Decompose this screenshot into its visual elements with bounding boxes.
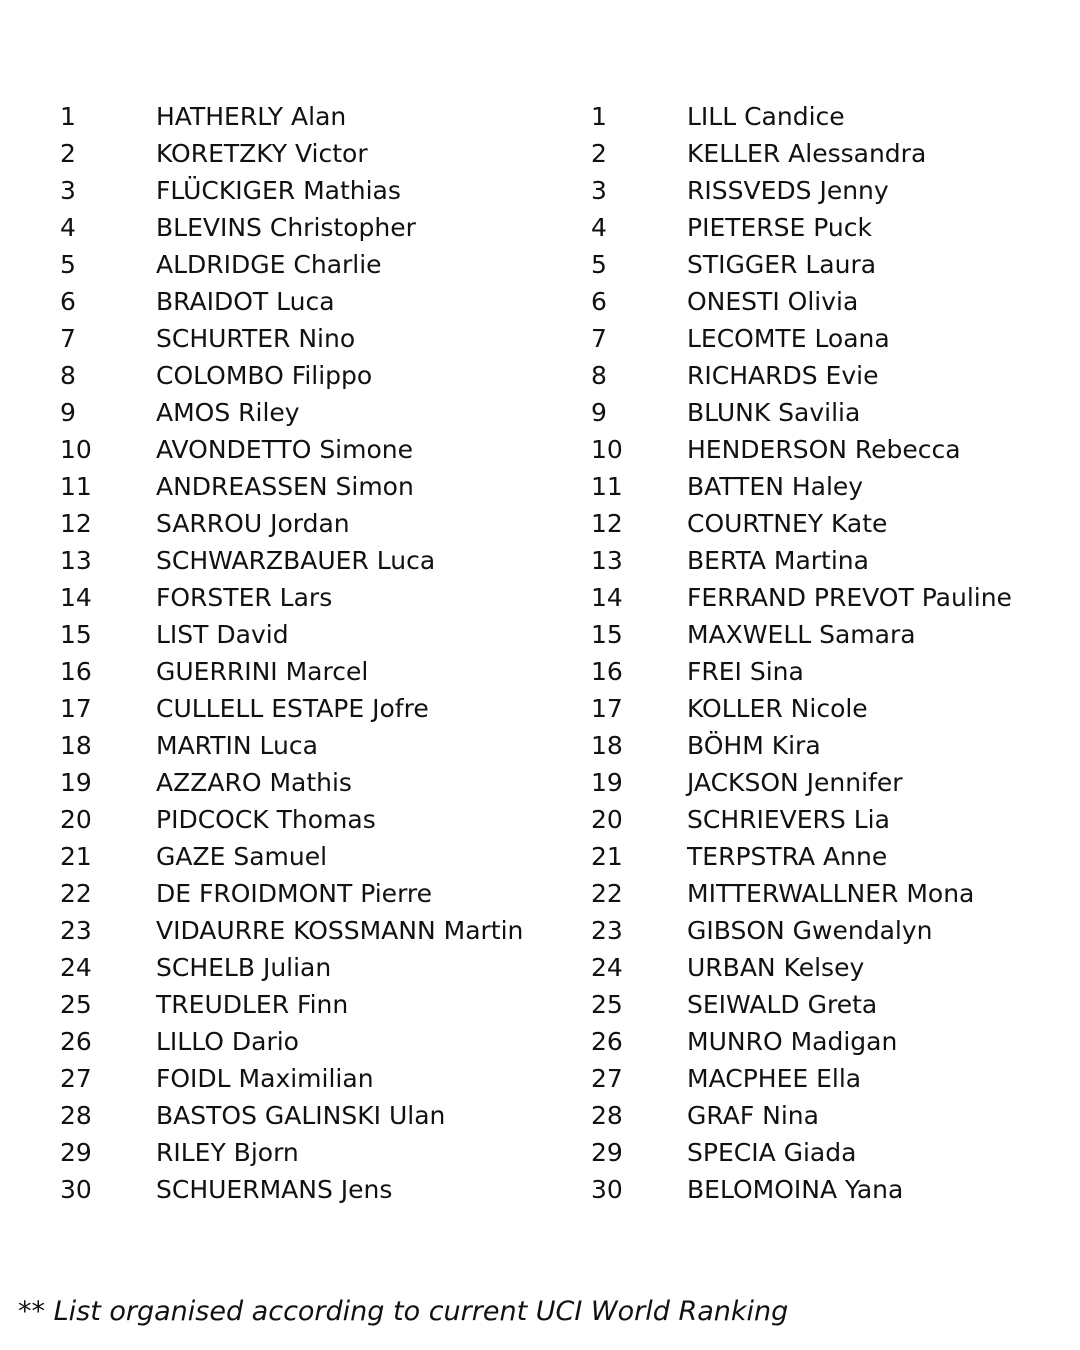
women-rider-name: FERRAND PREVOT Pauline (687, 583, 1012, 612)
women-rider-name: HENDERSON Rebecca (687, 435, 961, 464)
women-rider-name: STIGGER Laura (687, 250, 877, 279)
men-rank-number: 30 (60, 1175, 92, 1204)
men-list-item (60, 764, 560, 801)
women-rider-name: PIETERSE Puck (687, 213, 872, 242)
men-list-item (60, 505, 560, 542)
men-rider-name: KORETZKY Victor (156, 139, 368, 168)
women-rider-name: BÖHM Kira (687, 731, 821, 760)
men-list-item (60, 431, 560, 468)
women-rank-number: 14 (591, 583, 623, 612)
women-list-item (591, 357, 1071, 394)
women-rank-number: 17 (591, 694, 623, 723)
women-rider-name: ONESTI Olivia (687, 287, 859, 316)
men-rider-name: SCHUERMANS Jens (156, 1175, 393, 1204)
men-list-item (60, 209, 560, 246)
men-rank-number: 22 (60, 879, 92, 908)
women-rider-name: URBAN Kelsey (687, 953, 865, 982)
women-rider-name: BELOMOINA Yana (687, 1175, 904, 1204)
men-list-item (60, 1097, 560, 1134)
women-rider-name: MAXWELL Samara (687, 620, 916, 649)
men-ranking-list (60, 98, 560, 1208)
men-rank-number: 16 (60, 657, 92, 686)
men-rider-name: CULLELL ESTAPE Jofre (156, 694, 429, 723)
women-rank-number: 29 (591, 1138, 623, 1167)
men-list-item (60, 1171, 560, 1208)
women-rider-name: KELLER Alessandra (687, 139, 927, 168)
women-rank-number: 27 (591, 1064, 623, 1093)
men-rank-number: 3 (60, 176, 76, 205)
women-rider-name: BERTA Martina (687, 546, 869, 575)
men-rank-number: 23 (60, 916, 92, 945)
women-list-item (591, 1097, 1071, 1134)
men-rider-name: SCHELB Julian (156, 953, 332, 982)
women-list-item (591, 727, 1071, 764)
women-list-item (591, 616, 1071, 653)
women-list-item (591, 690, 1071, 727)
women-rider-name: FREI Sina (687, 657, 804, 686)
women-list-item (591, 283, 1071, 320)
men-rank-number: 1 (60, 102, 76, 131)
men-list-item (60, 1134, 560, 1171)
men-list-item (60, 98, 560, 135)
women-rider-name: SPECIA Giada (687, 1138, 857, 1167)
women-rank-number: 8 (591, 361, 607, 390)
women-list-item (591, 542, 1071, 579)
women-rank-number: 26 (591, 1027, 623, 1056)
men-list-item (60, 912, 560, 949)
women-list-item (591, 431, 1071, 468)
women-rank-number: 9 (591, 398, 607, 427)
men-list-item (60, 135, 560, 172)
women-list-item (591, 1023, 1071, 1060)
men-rider-name: HATHERLY Alan (156, 102, 347, 131)
women-rider-name: SCHRIEVERS Lia (687, 805, 890, 834)
men-rider-name: RILEY Bjorn (156, 1138, 299, 1167)
men-rank-number: 21 (60, 842, 92, 871)
women-rider-name: MACPHEE Ella (687, 1064, 862, 1093)
men-list-item (60, 542, 560, 579)
women-list-item (591, 135, 1071, 172)
men-list-item (60, 838, 560, 875)
men-rank-number: 7 (60, 324, 76, 353)
women-rank-number: 4 (591, 213, 607, 242)
women-rider-name: MUNRO Madigan (687, 1027, 898, 1056)
men-list-item (60, 357, 560, 394)
men-rider-name: LIST David (156, 620, 289, 649)
women-rank-number: 13 (591, 546, 623, 575)
men-rider-name: GUERRINI Marcel (156, 657, 369, 686)
women-rank-number: 3 (591, 176, 607, 205)
women-rank-number: 16 (591, 657, 623, 686)
men-rider-name: SCHWARZBAUER Luca (156, 546, 436, 575)
men-rider-name: FOIDL Maximilian (156, 1064, 374, 1093)
men-rank-number: 28 (60, 1101, 92, 1130)
women-list-item (591, 653, 1071, 690)
men-rider-name: VIDAURRE KOSSMANN Martin (156, 916, 524, 945)
men-list-item (60, 690, 560, 727)
men-rank-number: 11 (60, 472, 92, 501)
men-list-item (60, 801, 560, 838)
women-rank-number: 12 (591, 509, 623, 538)
women-rank-number: 24 (591, 953, 623, 982)
women-list-item (591, 912, 1071, 949)
women-rider-name: COURTNEY Kate (687, 509, 888, 538)
men-list-item (60, 394, 560, 431)
men-rank-number: 29 (60, 1138, 92, 1167)
women-list-item (591, 246, 1071, 283)
women-list-item (591, 579, 1071, 616)
women-list-item (591, 1060, 1071, 1097)
women-rank-number: 6 (591, 287, 607, 316)
women-ranking-list (591, 98, 1071, 1208)
men-rank-number: 2 (60, 139, 76, 168)
men-list-item (60, 727, 560, 764)
men-list-item (60, 653, 560, 690)
women-rider-name: GRAF Nina (687, 1101, 819, 1130)
men-list-item (60, 875, 560, 912)
men-rider-name: DE FROIDMONT Pierre (156, 879, 433, 908)
women-rank-number: 22 (591, 879, 623, 908)
women-rank-number: 18 (591, 731, 623, 760)
men-list-item (60, 1060, 560, 1097)
men-list-item (60, 579, 560, 616)
men-rank-number: 26 (60, 1027, 92, 1056)
women-list-item (591, 801, 1071, 838)
men-rider-name: ANDREASSEN Simon (156, 472, 414, 501)
men-rider-name: SCHURTER Nino (156, 324, 356, 353)
women-list-item (591, 209, 1071, 246)
women-rank-number: 30 (591, 1175, 623, 1204)
men-rank-number: 9 (60, 398, 76, 427)
women-rank-number: 15 (591, 620, 623, 649)
men-rider-name: PIDCOCK Thomas (156, 805, 376, 834)
men-rider-name: GAZE Samuel (156, 842, 328, 871)
footnote: ** List organised according to current UCI World Ranking (18, 1296, 789, 1327)
men-rank-number: 18 (60, 731, 92, 760)
men-list-item (60, 1023, 560, 1060)
women-rank-number: 28 (591, 1101, 623, 1130)
men-rider-name: COLOMBO Filippo (156, 361, 373, 390)
women-rider-name: RISSVEDS Jenny (687, 176, 889, 205)
men-rider-name: BLEVINS Christopher (156, 213, 416, 242)
men-rider-name: LILLO Dario (156, 1027, 299, 1056)
men-rider-name: MARTIN Luca (156, 731, 318, 760)
women-rank-number: 20 (591, 805, 623, 834)
men-rank-number: 24 (60, 953, 92, 982)
women-rank-number: 19 (591, 768, 623, 797)
men-rank-number: 10 (60, 435, 92, 464)
women-rank-number: 10 (591, 435, 623, 464)
women-rank-number: 7 (591, 324, 607, 353)
women-rider-name: BATTEN Haley (687, 472, 864, 501)
men-list-item (60, 283, 560, 320)
women-rank-number: 1 (591, 102, 607, 131)
men-rider-name: AZZARO Mathis (156, 768, 352, 797)
women-list-item (591, 875, 1071, 912)
women-rider-name: BLUNK Savilia (687, 398, 861, 427)
men-rank-number: 27 (60, 1064, 92, 1093)
men-rank-number: 5 (60, 250, 76, 279)
men-rank-number: 25 (60, 990, 92, 1019)
men-rider-name: BRAIDOT Luca (156, 287, 335, 316)
women-list-item (591, 320, 1071, 357)
men-rider-name: FORSTER Lars (156, 583, 333, 612)
women-rider-name: SEIWALD Greta (687, 990, 878, 1019)
men-list-item (60, 949, 560, 986)
women-rider-name: JACKSON Jennifer (687, 768, 903, 797)
women-list-item (591, 172, 1071, 209)
men-list-item (60, 172, 560, 209)
men-list-item (60, 320, 560, 357)
women-list-item (591, 394, 1071, 431)
women-rank-number: 23 (591, 916, 623, 945)
women-rider-name: LECOMTE Loana (687, 324, 890, 353)
men-rider-name: AVONDETTO Simone (156, 435, 414, 464)
women-list-item (591, 986, 1071, 1023)
men-list-item (60, 986, 560, 1023)
women-rider-name: LILL Candice (687, 102, 845, 131)
men-rider-name: BASTOS GALINSKI Ulan (156, 1101, 446, 1130)
men-rank-number: 8 (60, 361, 76, 390)
women-rider-name: GIBSON Gwendalyn (687, 916, 933, 945)
men-rank-number: 14 (60, 583, 92, 612)
men-rank-number: 4 (60, 213, 76, 242)
women-list-item (591, 505, 1071, 542)
men-rank-number: 17 (60, 694, 92, 723)
women-rank-number: 11 (591, 472, 623, 501)
women-rank-number: 5 (591, 250, 607, 279)
women-rank-number: 2 (591, 139, 607, 168)
women-list-item (591, 1171, 1071, 1208)
women-list-item (591, 98, 1071, 135)
men-rank-number: 15 (60, 620, 92, 649)
women-rank-number: 25 (591, 990, 623, 1019)
men-rank-number: 6 (60, 287, 76, 316)
men-rider-name: AMOS Riley (156, 398, 300, 427)
women-list-item (591, 468, 1071, 505)
men-list-item (60, 246, 560, 283)
men-rider-name: FLÜCKIGER Mathias (156, 176, 401, 205)
men-list-item (60, 616, 560, 653)
men-rider-name: ALDRIDGE Charlie (156, 250, 382, 279)
men-rider-name: SARROU Jordan (156, 509, 350, 538)
men-rider-name: TREUDLER Finn (156, 990, 349, 1019)
women-rider-name: KOLLER Nicole (687, 694, 868, 723)
women-list-item (591, 838, 1071, 875)
women-rider-name: TERPSTRA Anne (687, 842, 888, 871)
women-rider-name: RICHARDS Evie (687, 361, 879, 390)
men-rank-number: 12 (60, 509, 92, 538)
women-list-item (591, 1134, 1071, 1171)
women-rider-name: MITTERWALLNER Mona (687, 879, 975, 908)
women-list-item (591, 949, 1071, 986)
men-rank-number: 19 (60, 768, 92, 797)
men-rank-number: 13 (60, 546, 92, 575)
men-list-item (60, 468, 560, 505)
women-rank-number: 21 (591, 842, 623, 871)
men-rank-number: 20 (60, 805, 92, 834)
women-list-item (591, 764, 1071, 801)
